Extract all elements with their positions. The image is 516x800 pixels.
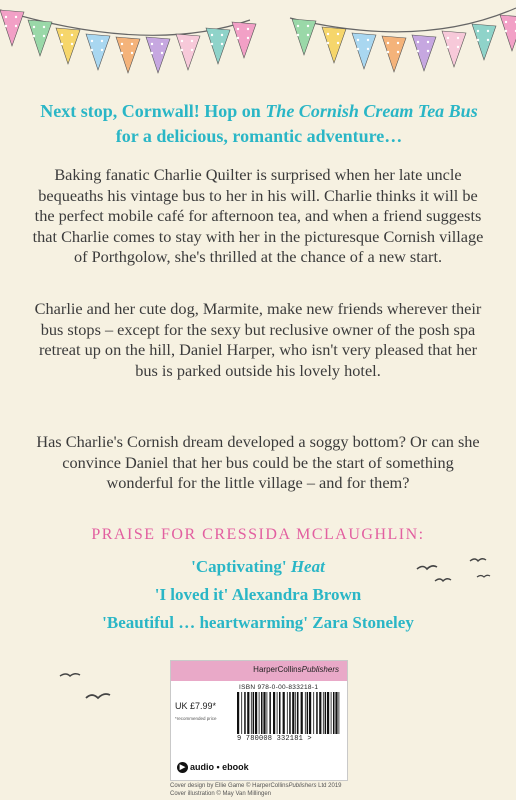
bunting-flag-dot <box>161 52 163 54</box>
bunting-flag-dot <box>191 40 193 42</box>
barcode-bar <box>283 692 285 734</box>
blurb-paragraph-2: Charlie and her cute dog, Marmite, make new friends wherever their bus stops – except for the sexy but reclusive owner of the posh spa retreat up on the hill, Daniel Harper, who isn't very pleased that her bus is parked outside his lovely hotel. <box>34 299 482 380</box>
bunting-flag-dot <box>397 42 399 44</box>
barcode-bar <box>244 692 246 734</box>
bunting-flag-dot <box>327 42 329 44</box>
bunting-flag-dot <box>237 37 239 39</box>
bunting-flag-dot <box>91 49 93 51</box>
bunting-flag-dot <box>61 34 63 36</box>
blurb-paragraph-3: Has Charlie's Cornish dream developed a soggy bottom? Or can she convince Daniel that her bus could be the start of something wonderful for the little village – and for them? <box>36 432 480 492</box>
bunting-flag <box>382 36 406 72</box>
bunting-flag-dot <box>477 30 479 32</box>
bunting-flag <box>176 34 200 70</box>
cover-credits <box>170 782 342 798</box>
bunting-flag-dot <box>131 52 133 54</box>
bunting-flag <box>472 24 496 60</box>
bunting-flag-dot <box>5 25 7 27</box>
bunting-flag-dot <box>337 33 339 35</box>
barcode-bar <box>325 692 327 734</box>
bunting-flag-dot <box>191 49 193 51</box>
bunting-flag-dot <box>457 37 459 39</box>
bunting-flag-dot <box>121 52 123 54</box>
bunting-flag-dot <box>101 40 103 42</box>
tagline-title: The Cornish Cream Tea Bus <box>265 101 478 121</box>
bunting-flag-dot <box>487 39 489 41</box>
barcode-bar <box>309 692 311 734</box>
praise-quote-3: 'Beautiful … heartwarming' Zara Stoneley <box>102 613 414 632</box>
bunting-flag-dot <box>447 37 449 39</box>
bunting-flag-dot <box>71 43 73 45</box>
price-text: UK £7.99* <box>175 701 217 711</box>
barcode-bar <box>301 692 303 734</box>
barcode-bar <box>263 692 265 734</box>
bunting-flag-dot <box>221 34 223 36</box>
bunting-flag-dot <box>181 40 183 42</box>
bunting-flag <box>86 34 110 70</box>
bunting-flag-dot <box>357 48 359 50</box>
barcode-bar <box>237 692 239 734</box>
bunting-flag <box>232 22 256 58</box>
bunting-flag-dot <box>327 33 329 35</box>
bunting-flag-dot <box>43 26 45 28</box>
bunting-flag-dot <box>447 46 449 48</box>
formats-line: ▶ audio • ebook <box>177 762 249 773</box>
barcode-bar <box>289 692 291 734</box>
bunting-flag-dot <box>237 28 239 30</box>
publisher-name: HarperCollinsPublishers <box>253 665 339 674</box>
bunting-flag-dot <box>297 25 299 27</box>
barcode-bar <box>292 692 294 734</box>
bunting-flag-dot <box>151 43 153 45</box>
bunting-flag <box>322 27 346 63</box>
bunting-flag <box>500 15 516 51</box>
bunting-flag-dot <box>505 21 507 23</box>
bunting-flag-dot <box>211 43 213 45</box>
bunting-flag-dot <box>121 43 123 45</box>
bunting-flag-dot <box>387 42 389 44</box>
barcode-bar <box>339 692 340 734</box>
bunting-flag-dot <box>417 41 419 43</box>
bunting-flag <box>0 10 24 46</box>
bunting-flag <box>56 28 80 64</box>
bunting-flag-dot <box>33 26 35 28</box>
barcode-bar <box>273 692 275 734</box>
barcode-bar <box>251 692 252 734</box>
barcode-bar <box>305 692 306 734</box>
seagulls-left <box>58 668 118 708</box>
barcode-bar <box>255 692 257 734</box>
praise-heading: PRAISE FOR CRESSIDA MCLAUGHLIN: <box>91 526 425 543</box>
bunting-flag-dot <box>307 25 309 27</box>
bunting-flag-dot <box>247 28 249 30</box>
bunting-flag-dot <box>337 42 339 44</box>
barcode-bar <box>277 692 278 734</box>
bunting-flag-dot <box>427 41 429 43</box>
barcode-bar <box>319 692 321 734</box>
barcode-bar <box>297 692 299 734</box>
bunting-flag-dot <box>131 43 133 45</box>
praise-quote-1: 'Captivating' Heat <box>191 557 325 576</box>
bunting-flag-dot <box>477 39 479 41</box>
barcode-number: 9 780008 332181 > <box>237 735 312 743</box>
bunting-flag-dot <box>91 40 93 42</box>
bunting-flag-dot <box>181 49 183 51</box>
bunting-flag <box>412 35 436 71</box>
bunting-flag <box>352 33 376 69</box>
barcode-bar <box>295 692 296 734</box>
bunting-flag-dot <box>357 39 359 41</box>
bunting-flag-dot <box>427 50 429 52</box>
bunting-flag-dot <box>221 43 223 45</box>
bunting-flag <box>442 31 466 67</box>
praise-quote-2: 'I loved it' Alexandra Brown <box>154 585 362 604</box>
bunting-flag <box>206 28 230 64</box>
barcode-bar <box>269 692 271 734</box>
blurb-paragraph-1: Baking fanatic Charlie Quilter is surprised when her late uncle bequeaths his vintage bus to her in his will. Charlie thinks it will be the perfect mobile café for afternoon tea, and when a friend suggests that Charlie comes to stay with her in the picturesque Cornish village of Porthgolow, she's thrilled at the chance of a new start. <box>32 165 484 266</box>
bunting-flag-dot <box>161 43 163 45</box>
barcode-bar <box>327 692 329 734</box>
bunting-flag-dot <box>211 34 213 36</box>
bunting-flag-dot <box>367 39 369 41</box>
bunting-flag <box>28 20 52 56</box>
tagline: Next stop, Cornwall! Hop on The Cornish Cream Tea Bus for a delicious, romantic adventure… <box>40 101 478 146</box>
bunting-flag-dot <box>61 43 63 45</box>
barcode-bar <box>335 692 337 734</box>
bunting-flag-dot <box>297 34 299 36</box>
barcode-bar <box>287 692 288 734</box>
bunting-flag-dot <box>457 46 459 48</box>
bunting-flag-dot <box>71 34 73 36</box>
barcode-panel <box>170 660 348 781</box>
barcode-bar <box>316 692 318 734</box>
bunting-flag <box>116 37 140 73</box>
bunting-flag-dot <box>15 16 17 18</box>
bunting-decoration <box>0 0 516 90</box>
barcode-bar <box>307 692 309 734</box>
bunting-flag-dot <box>367 48 369 50</box>
play-icon: ▶ <box>177 762 188 773</box>
publisher-strip <box>171 661 347 681</box>
bunting-flag-dot <box>505 30 507 32</box>
bunting-flag-dot <box>33 35 35 37</box>
recommended-price-note: *recommended price <box>175 716 217 721</box>
credit-design: Cover design by Ellie Game © HarperCollinsPublishers Ltd 2019 <box>170 783 342 789</box>
barcode-bar <box>323 692 324 734</box>
bunting-flag-dot <box>307 34 309 36</box>
isbn-text: ISBN 978-0-00-833218-1 <box>239 684 319 691</box>
credit-illustration: Cover illustration © May Van Millingen <box>170 791 272 797</box>
bunting-flag-dot <box>487 30 489 32</box>
barcode-image <box>237 692 341 734</box>
barcode-bar <box>259 692 260 734</box>
bunting-flag-dot <box>387 51 389 53</box>
barcode-bar <box>261 692 263 734</box>
bunting-flag <box>146 37 170 73</box>
seagulls-right <box>415 555 505 590</box>
barcode-bar <box>241 692 242 734</box>
bunting-flag-dot <box>151 52 153 54</box>
bunting-flag-dot <box>417 50 419 52</box>
bunting-flag-dot <box>397 51 399 53</box>
barcode-bar <box>267 692 268 734</box>
barcode-bar <box>253 692 255 734</box>
bunting-flag-dot <box>5 16 7 18</box>
barcode-bar <box>279 692 281 734</box>
barcode-bar <box>333 692 335 734</box>
barcode-bar <box>247 692 249 734</box>
bunting-flag-dot <box>15 25 17 27</box>
barcode-bar <box>331 692 332 734</box>
bunting-flag-dot <box>101 49 103 51</box>
bunting-flag <box>292 19 316 55</box>
bunting-flag-dot <box>247 37 249 39</box>
barcode-bar <box>313 692 314 734</box>
bunting-flag-dot <box>43 35 45 37</box>
